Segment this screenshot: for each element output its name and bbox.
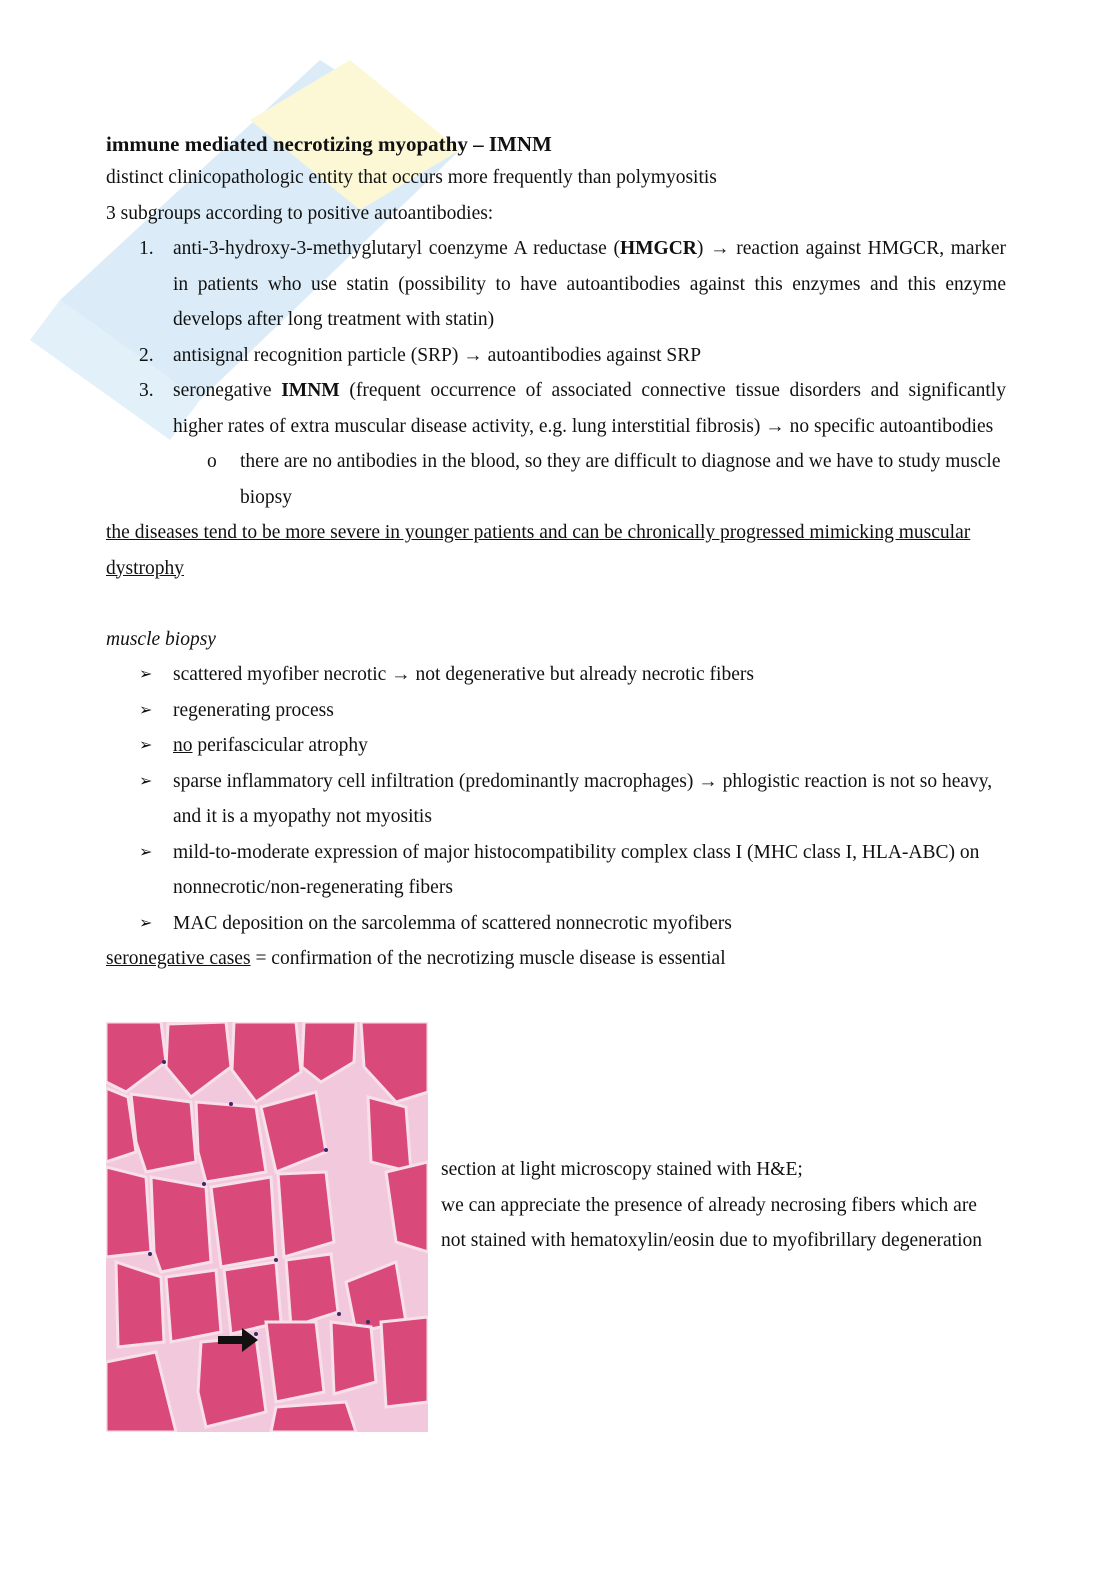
- arrow-bullet-icon: ➢: [139, 666, 153, 683]
- list-number: 3.: [139, 380, 154, 401]
- figure-caption: [441, 1152, 1006, 1259]
- arrow-bullet-icon: ➢: [139, 701, 153, 719]
- section-heading-muscle-biopsy: muscle biopsy: [106, 628, 216, 650]
- histology-micrograph: [106, 1022, 428, 1432]
- list-item: [106, 764, 1006, 835]
- list-item: [106, 373, 1006, 444]
- list-item: [106, 835, 1006, 906]
- seronegative-underlined: seronegative cases: [106, 948, 251, 969]
- list-item: [106, 231, 1006, 338]
- item-text: perifascicular atrophy: [192, 735, 368, 756]
- intro-line-2: 3 subgroups according to positive autoantibodies:: [106, 202, 494, 224]
- item-text: sparse inflammatory cell infiltration (predominantly macrophages) → phlogistic reaction is not so heavy, and it is a myopathy not myositis: [173, 770, 993, 827]
- figure-row: [106, 1022, 1006, 1434]
- arrow-bullet-icon: ➢: [139, 737, 153, 754]
- caption-line-1: section at light microscopy stained with H&E;: [441, 1159, 803, 1180]
- main-content: [106, 128, 1006, 977]
- seronegative-rest: = confirmation of the necrotizing muscle disease is essential: [250, 948, 726, 969]
- item-text: seronegative: [173, 380, 282, 401]
- page-title: immune mediated necrotizing myopathy – IMNM: [106, 132, 552, 156]
- caption-line-2: we can appreciate the presence of already necrosing fibers which are not stained with hematoxylin/eosin due to myofibrillary degeneration: [441, 1194, 983, 1251]
- item-bold-term: IMNM: [281, 380, 340, 401]
- item-text: ) → reaction against HMGCR, marker in patients who use statin (possibility to have autoantibodies against this enzymes and this enzyme develops after long treatment with statin): [173, 238, 1006, 330]
- item-text: anti-3-hydroxy-3-methyglutaryl coenzyme A reductase (: [173, 238, 620, 259]
- item-text: MAC deposition on the sarcolemma of scattered nonnecrotic myofibers: [173, 912, 732, 934]
- sub-list-item: [106, 444, 1006, 515]
- list-item: [106, 693, 1006, 729]
- arrow-bullet-icon: ➢: [139, 914, 153, 932]
- list-number: 2.: [139, 344, 154, 366]
- biopsy-findings-list: [106, 657, 1006, 941]
- intro-line-1: distinct clinicopathologic entity that occurs more frequently than polymyositis: [106, 167, 717, 188]
- list-item: [106, 728, 1006, 764]
- list-item: [106, 657, 1006, 693]
- arrow-bullet-icon: ➢: [139, 772, 153, 790]
- item-text: antisignal recognition particle (SRP) → autoantibodies against SRP: [173, 344, 702, 366]
- item-text: (frequent occurrence of associated connective tissue disorders and significantly higher rates of extra muscular disease activity, e.g. lung interstitial fibrosis) → no specific autoantibodies: [173, 380, 1006, 437]
- arrow-bullet-icon: ➢: [139, 843, 153, 861]
- list-item: [106, 906, 1006, 942]
- item-text: regenerating process: [173, 699, 334, 721]
- circle-bullet: o: [207, 451, 217, 472]
- list-number: 1.: [139, 238, 154, 259]
- item-text: scattered myofiber necrotic → not degenerative but already necrotic fibers: [173, 664, 754, 685]
- item-bold-term: HMGCR: [619, 238, 697, 259]
- severity-note: the diseases tend to be more severe in younger patients and can be chronically progressed mimicking muscular dystrophy: [106, 522, 971, 579]
- item-underlined-word: no: [173, 735, 193, 756]
- item-text: mild-to-moderate expression of major histocompatibility complex class I (MHC class I, HLA-ABC) on nonnecrotic/non-regenerating fibers: [173, 841, 980, 898]
- sub-item-text: there are no antibodies in the blood, so they are difficult to diagnose and we have to study muscle biopsy: [240, 451, 1001, 508]
- subgroup-list: [106, 231, 1006, 515]
- seronegative-note: [106, 941, 1006, 977]
- list-item: [106, 338, 1006, 374]
